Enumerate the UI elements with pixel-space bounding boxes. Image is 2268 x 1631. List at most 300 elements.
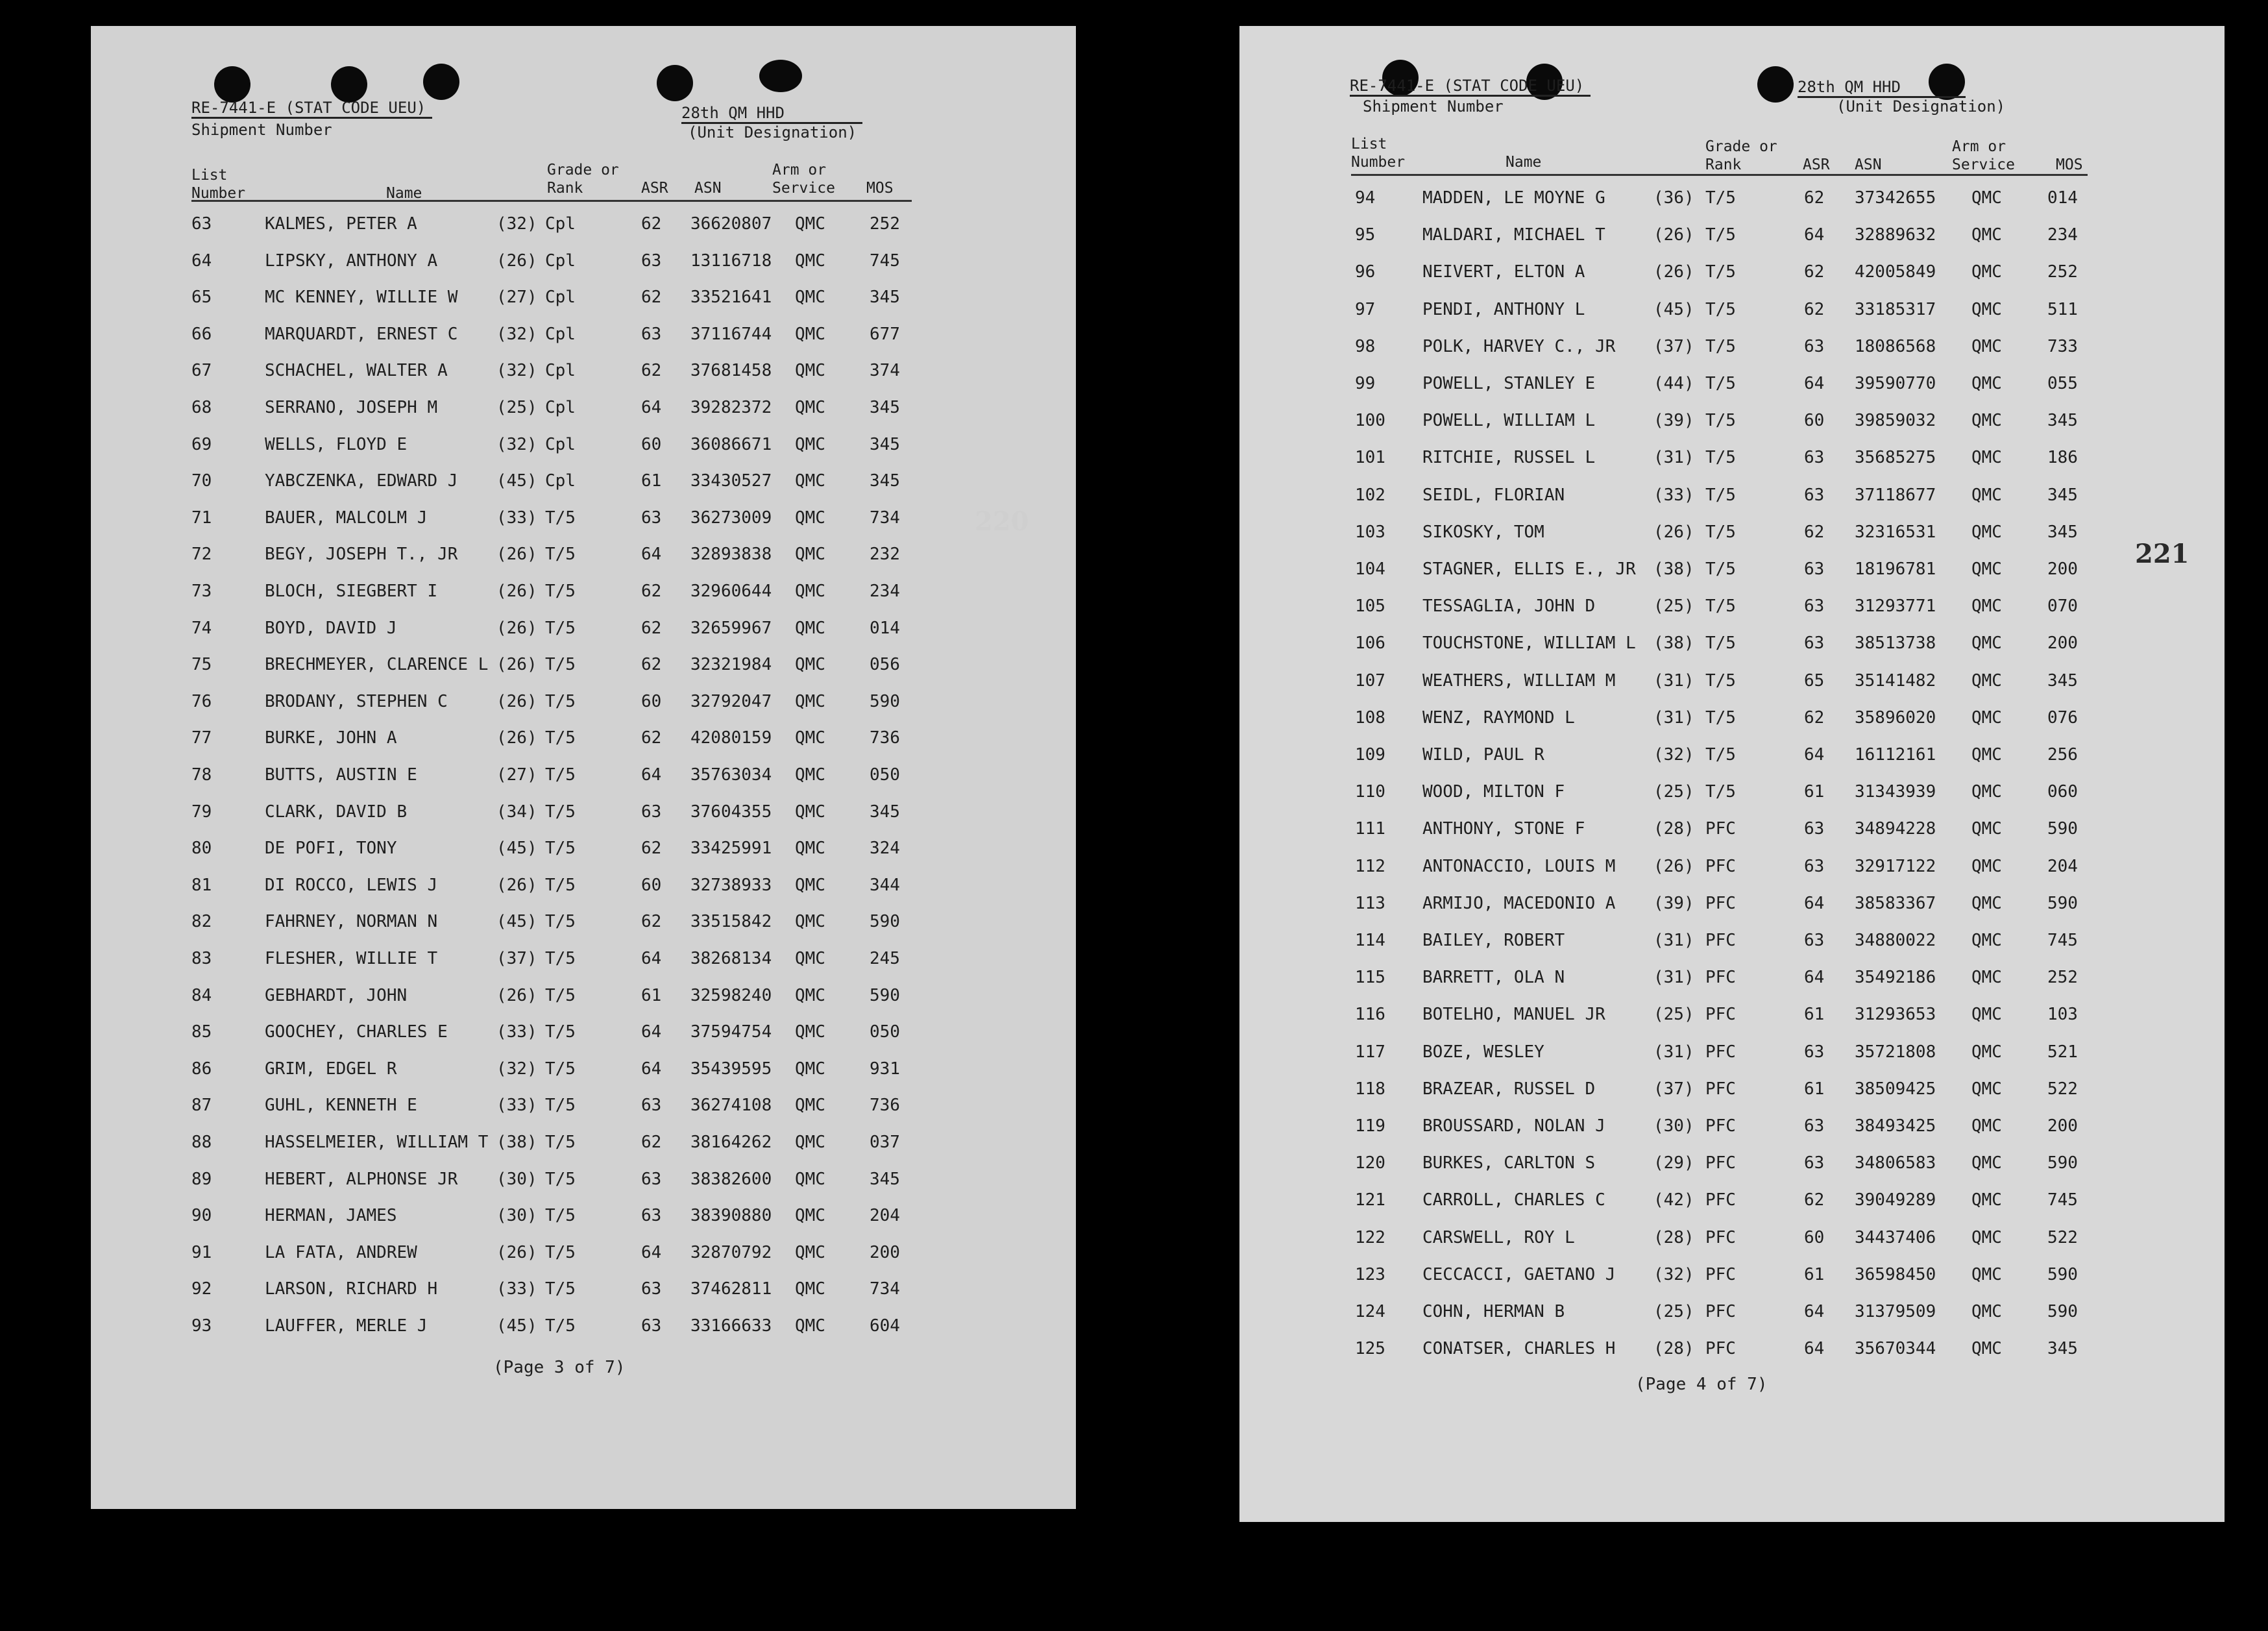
cell-asn: 35492186	[1855, 968, 1936, 988]
cell-asr: 63	[641, 1096, 662, 1116]
cell-asr: 62	[1804, 522, 1825, 542]
cell-asr: 60	[641, 875, 662, 895]
cell-name: GOOCHEY, CHARLES E	[265, 1022, 448, 1042]
cell-asn: 32917122	[1855, 856, 1936, 876]
table-row	[1239, 596, 2148, 633]
cell-asn: 37462811	[690, 1279, 772, 1299]
cell-asn: 31293653	[1855, 1005, 1936, 1025]
cell-list-number: 121	[1355, 1190, 1385, 1210]
cell-list-number: 97	[1355, 299, 1376, 319]
cell-mos: 590	[870, 985, 900, 1005]
unit-designation-label: (Unit Designation)	[688, 123, 857, 141]
cell-mos: 014	[2047, 188, 2078, 208]
cell-arm-service: QMC	[795, 324, 825, 344]
cell-arm-service: QMC	[795, 839, 825, 859]
cell-list-number: 73	[191, 582, 212, 601]
cell-grade-code: (26)	[496, 251, 537, 271]
cell-arm-service: QMC	[1971, 374, 2002, 393]
cell-arm-service: QMC	[795, 251, 825, 271]
cell-asr: 62	[641, 912, 662, 932]
cell-asr: 63	[1804, 596, 1825, 617]
cell-grade-code: (32)	[496, 361, 537, 381]
cell-rank: Cpl	[545, 324, 576, 344]
cell-name: BURKES, CARLTON S	[1422, 1153, 1596, 1173]
cell-list-number: 88	[191, 1133, 212, 1152]
cell-arm-service: QMC	[795, 1279, 825, 1299]
cell-grade-code: (26)	[1653, 262, 1694, 282]
table-row	[91, 619, 999, 656]
cell-arm-service: QMC	[795, 1059, 825, 1079]
cell-mos: 345	[870, 802, 900, 822]
cell-name: BARRETT, OLA N	[1422, 968, 1565, 988]
cell-asn: 33425991	[690, 839, 772, 859]
cell-mos: 252	[870, 214, 900, 234]
cell-rank: PFC	[1705, 1190, 1736, 1210]
cell-mos: 200	[2047, 633, 2078, 654]
cell-mos: 204	[2047, 856, 2078, 876]
table-row	[1239, 522, 2148, 559]
cell-rank: T/5	[545, 1096, 576, 1116]
cell-mos: 245	[870, 949, 900, 968]
cell-rank: T/5	[545, 949, 576, 968]
cell-list-number: 117	[1355, 1042, 1385, 1062]
cell-mos: 745	[2047, 1190, 2078, 1210]
table-row	[91, 949, 999, 986]
table-row	[1239, 411, 2148, 448]
cell-asr: 61	[1804, 1079, 1825, 1099]
column-header-mos: MOS	[866, 180, 894, 197]
right-document-page	[1239, 26, 2225, 1522]
cell-grade-code: (28)	[1653, 819, 1694, 839]
cell-asr: 62	[1804, 262, 1825, 282]
cell-asn: 39859032	[1855, 411, 1936, 431]
table-row	[91, 471, 999, 508]
cell-list-number: 124	[1355, 1302, 1385, 1321]
cell-asn: 35670344	[1855, 1339, 1936, 1359]
cell-mos: 590	[2047, 1264, 2078, 1284]
cell-arm-service: QMC	[795, 398, 825, 417]
cell-name: FAHRNEY, NORMAN N	[265, 912, 438, 932]
cell-name: FLESHER, WILLIE T	[265, 949, 438, 968]
table-row	[1239, 1265, 2148, 1302]
cell-list-number: 102	[1355, 485, 1385, 505]
cell-asr: 64	[1804, 968, 1825, 988]
cell-grade-code: (31)	[1653, 1042, 1694, 1062]
cell-arm-service: QMC	[795, 765, 825, 785]
cell-asn: 35763034	[690, 765, 772, 785]
cell-rank: T/5	[1705, 188, 1736, 208]
cell-mos: 204	[870, 1206, 900, 1226]
cell-asn: 18086568	[1855, 336, 1936, 356]
column-header-grade: Grade or Rank	[547, 162, 619, 197]
cell-list-number: 93	[191, 1316, 212, 1336]
header-rule	[1351, 174, 2088, 176]
cell-list-number: 86	[191, 1059, 212, 1079]
page-footer: (Page 3 of 7)	[493, 1358, 626, 1377]
cell-grade-code: (27)	[496, 765, 537, 785]
cell-list-number: 70	[191, 471, 212, 491]
cell-rank: PFC	[1705, 931, 1736, 950]
cell-mos: 256	[2047, 745, 2078, 765]
cell-rank: T/5	[545, 545, 576, 565]
cell-name: NEIVERT, ELTON A	[1422, 262, 1585, 282]
cell-list-number: 105	[1355, 596, 1385, 617]
cell-rank: PFC	[1705, 819, 1736, 839]
cell-asr: 62	[641, 1133, 662, 1152]
cell-name: WILD, PAUL R	[1422, 745, 1544, 765]
cell-asr: 63	[641, 1169, 662, 1189]
cell-asr: 63	[641, 802, 662, 822]
cell-rank: T/5	[1705, 559, 1736, 579]
cell-name: LARSON, RICHARD H	[265, 1279, 438, 1299]
cell-asn: 38268134	[690, 949, 772, 968]
table-row	[1239, 857, 2148, 894]
cell-rank: T/5	[1705, 485, 1736, 505]
cell-rank: PFC	[1705, 1339, 1736, 1359]
cell-name: CARSWELL, ROY L	[1422, 1227, 1575, 1247]
cell-grade-code: (26)	[496, 985, 537, 1005]
cell-arm-service: QMC	[1971, 670, 2002, 691]
cell-name: GEBHARDT, JOHN	[265, 985, 408, 1005]
cell-arm-service: QMC	[1971, 522, 2002, 542]
cell-asr: 62	[641, 582, 662, 601]
cell-list-number: 96	[1355, 262, 1376, 282]
cell-asn: 37342655	[1855, 188, 1936, 208]
cell-mos: 745	[2047, 931, 2078, 950]
cell-grade-code: (26)	[496, 728, 537, 748]
cell-arm-service: QMC	[1971, 707, 2002, 728]
cell-asn: 32960644	[690, 582, 772, 601]
cell-rank: T/5	[545, 508, 576, 528]
cell-mos: 345	[870, 1169, 900, 1189]
cell-asr: 64	[641, 1059, 662, 1079]
cell-grade-code: (32)	[496, 214, 537, 234]
table-row	[1239, 745, 2148, 782]
cell-grade-code: (30)	[496, 1206, 537, 1226]
cell-name: BOZE, WESLEY	[1422, 1042, 1544, 1062]
cell-name: BROUSSARD, NOLAN J	[1422, 1116, 1605, 1136]
cell-arm-service: QMC	[1971, 559, 2002, 579]
cell-asr: 63	[641, 1316, 662, 1336]
cell-list-number: 108	[1355, 707, 1385, 728]
page-footer: (Page 4 of 7)	[1635, 1375, 1768, 1394]
cell-name: BAILEY, ROBERT	[1422, 931, 1565, 950]
cell-asr: 64	[1804, 374, 1825, 393]
cell-name: LA FATA, ANDREW	[265, 1242, 417, 1262]
cell-grade-code: (33)	[1653, 485, 1694, 505]
cell-list-number: 89	[191, 1169, 212, 1189]
cell-mos: 050	[870, 765, 900, 785]
cell-rank: Cpl	[545, 288, 576, 308]
cell-rank: PFC	[1705, 1079, 1736, 1099]
cell-list-number: 111	[1355, 819, 1385, 839]
cell-mos: 590	[2047, 1153, 2078, 1173]
cell-rank: T/5	[1705, 299, 1736, 319]
cell-arm-service: QMC	[1971, 1339, 2002, 1359]
cell-grade-code: (29)	[1653, 1153, 1694, 1173]
cell-rank: T/5	[545, 839, 576, 859]
cell-mos: 324	[870, 839, 900, 859]
cell-list-number: 94	[1355, 188, 1376, 208]
cell-asr: 61	[1804, 1005, 1825, 1025]
cell-name: COHN, HERMAN B	[1422, 1302, 1565, 1321]
table-row	[1239, 1302, 2148, 1339]
cell-name: CLARK, DAVID B	[265, 802, 408, 822]
cell-grade-code: (32)	[1653, 745, 1694, 765]
cell-arm-service: QMC	[1971, 1116, 2002, 1136]
column-header-arm-service: Arm or Service	[1952, 138, 2015, 173]
cell-mos: 745	[870, 251, 900, 271]
punch-hole	[657, 65, 693, 101]
table-row	[91, 398, 999, 435]
cell-list-number: 63	[191, 214, 212, 234]
cell-list-number: 104	[1355, 559, 1385, 579]
cell-mos: 733	[2047, 336, 2078, 356]
cell-rank: T/5	[1705, 374, 1736, 393]
cell-arm-service: QMC	[795, 985, 825, 1005]
cell-grade-code: (25)	[1653, 1005, 1694, 1025]
cell-arm-service: QMC	[795, 361, 825, 381]
cell-arm-service: QMC	[795, 1096, 825, 1116]
cell-arm-service: QMC	[795, 912, 825, 932]
cell-name: BRODANY, STEPHEN C	[265, 691, 448, 711]
cell-asr: 64	[1804, 1339, 1825, 1359]
column-header-mos: MOS	[2056, 156, 2083, 173]
cell-list-number: 68	[191, 398, 212, 417]
cell-list-number: 75	[191, 655, 212, 675]
cell-list-number: 85	[191, 1022, 212, 1042]
cell-asn: 35141482	[1855, 670, 1936, 691]
cell-grade-code: (30)	[1653, 1116, 1694, 1136]
cell-arm-service: QMC	[1971, 893, 2002, 913]
table-row	[91, 1279, 999, 1316]
cell-asn: 13116718	[690, 251, 772, 271]
cell-arm-service: QMC	[795, 1316, 825, 1336]
cell-asr: 63	[1804, 633, 1825, 654]
cell-list-number: 103	[1355, 522, 1385, 542]
cell-arm-service: QMC	[795, 582, 825, 601]
cell-grade-code: (27)	[496, 288, 537, 308]
punch-hole	[331, 66, 367, 103]
cell-grade-code: (33)	[496, 1022, 537, 1042]
cell-rank: T/5	[1705, 745, 1736, 765]
cell-asn: 38583367	[1855, 893, 1936, 913]
cell-list-number: 83	[191, 949, 212, 968]
cell-asn: 32870792	[690, 1242, 772, 1262]
cell-name: HEBERT, ALPHONSE JR	[265, 1169, 458, 1189]
table-row	[1239, 894, 2148, 931]
cell-mos: 014	[870, 618, 900, 638]
cell-grade-code: (31)	[1653, 931, 1694, 950]
cell-mos: 345	[2047, 411, 2078, 431]
cell-asn: 35439595	[690, 1059, 772, 1079]
cell-asr: 62	[641, 288, 662, 308]
cell-rank: T/5	[545, 582, 576, 601]
cell-rank: PFC	[1705, 1302, 1736, 1321]
table-row	[1239, 1228, 2148, 1265]
column-header-list-number: List Number	[1351, 136, 1406, 171]
cell-grade-code: (26)	[1653, 225, 1694, 245]
cell-mos: 345	[2047, 485, 2078, 505]
cell-asr: 64	[1804, 1302, 1825, 1321]
cell-list-number: 98	[1355, 336, 1376, 356]
cell-list-number: 69	[191, 434, 212, 454]
cell-mos: 604	[870, 1316, 900, 1336]
cell-rank: PFC	[1705, 1264, 1736, 1284]
cell-asr: 62	[641, 214, 662, 234]
cell-asn: 31379509	[1855, 1302, 1936, 1321]
cell-list-number: 74	[191, 618, 212, 638]
cell-list-number: 76	[191, 691, 212, 711]
cell-arm-service: QMC	[1971, 299, 2002, 319]
table-row	[91, 1096, 999, 1133]
cell-list-number: 92	[191, 1279, 212, 1299]
table-row	[1239, 448, 2148, 485]
cell-name: POLK, HARVEY C., JR	[1422, 336, 1616, 356]
cell-asr: 64	[1804, 225, 1825, 245]
cell-rank: PFC	[1705, 1042, 1736, 1062]
cell-asr: 63	[1804, 856, 1825, 876]
cell-asn: 36086671	[690, 434, 772, 454]
cell-grade-code: (25)	[1653, 782, 1694, 802]
cell-name: ANTHONY, STONE F	[1422, 819, 1585, 839]
cell-mos: 060	[2047, 782, 2078, 802]
cell-asr: 63	[641, 508, 662, 528]
cell-arm-service: QMC	[1971, 225, 2002, 245]
cell-asn: 32792047	[690, 691, 772, 711]
cell-asn: 34437406	[1855, 1227, 1936, 1247]
cell-mos: 056	[870, 655, 900, 675]
cell-mos: 344	[870, 875, 900, 895]
cell-name: DI ROCCO, LEWIS J	[265, 875, 438, 895]
cell-list-number: 95	[1355, 225, 1376, 245]
table-row	[91, 508, 999, 545]
table-row	[91, 251, 999, 288]
cell-name: BEGY, JOSEPH T., JR	[265, 545, 458, 565]
cell-rank: T/5	[545, 655, 576, 675]
cell-list-number: 109	[1355, 745, 1385, 765]
cell-name: CECCACCI, GAETANO J	[1422, 1264, 1616, 1284]
cell-list-number: 110	[1355, 782, 1385, 802]
cell-arm-service: QMC	[795, 434, 825, 454]
cell-list-number: 112	[1355, 856, 1385, 876]
cell-mos: 736	[870, 1096, 900, 1116]
cell-grade-code: (45)	[496, 839, 537, 859]
table-row	[91, 1316, 999, 1353]
cell-grade-code: (38)	[496, 1133, 537, 1152]
cell-grade-code: (30)	[496, 1169, 537, 1189]
cell-list-number: 71	[191, 508, 212, 528]
cell-rank: T/5	[545, 1133, 576, 1152]
cell-list-number: 87	[191, 1096, 212, 1116]
cell-asn: 42005849	[1855, 262, 1936, 282]
table-row	[91, 1133, 999, 1170]
cell-name: BAUER, MALCOLM J	[265, 508, 428, 528]
cell-rank: T/5	[1705, 596, 1736, 617]
cell-mos: 076	[2047, 707, 2078, 728]
cell-asn: 33166633	[690, 1316, 772, 1336]
table-row	[1239, 1339, 2148, 1376]
cell-list-number: 78	[191, 765, 212, 785]
cell-asn: 32738933	[690, 875, 772, 895]
cell-asr: 64	[1804, 745, 1825, 765]
cell-name: ANTONACCIO, LOUIS M	[1422, 856, 1616, 876]
cell-arm-service: QMC	[795, 1242, 825, 1262]
cell-rank: T/5	[1705, 262, 1736, 282]
cell-grade-code: (32)	[1653, 1264, 1694, 1284]
cell-rank: T/5	[545, 875, 576, 895]
table-row	[1239, 188, 2148, 225]
cell-rank: T/5	[545, 1059, 576, 1079]
cell-asr: 63	[1804, 1153, 1825, 1173]
cell-grade-code: (32)	[496, 324, 537, 344]
cell-name: ARMIJO, MACEDONIO A	[1422, 893, 1616, 913]
shipment-number: RE-7441-E (STAT CODE UEU)	[191, 99, 432, 119]
cell-mos: 234	[870, 582, 900, 601]
header-rule	[191, 200, 912, 202]
table-row	[91, 1206, 999, 1243]
cell-arm-service: QMC	[1971, 1042, 2002, 1062]
cell-name: MADDEN, LE MOYNE G	[1422, 188, 1605, 208]
cell-asr: 63	[1804, 1116, 1825, 1136]
cell-arm-service: QMC	[1971, 968, 2002, 988]
cell-grade-code: (33)	[496, 1279, 537, 1299]
cell-name: HASSELMEIER, WILLIAM T	[265, 1133, 489, 1152]
cell-asn: 34894228	[1855, 819, 1936, 839]
cell-rank: PFC	[1705, 856, 1736, 876]
table-row	[91, 655, 999, 692]
cell-grade-code: (38)	[1653, 559, 1694, 579]
cell-rank: Cpl	[545, 471, 576, 491]
cell-rank: T/5	[545, 728, 576, 748]
cell-name: STAGNER, ELLIS E., JR	[1422, 559, 1636, 579]
table-row	[1239, 931, 2148, 968]
cell-name: POWELL, WILLIAM L	[1422, 411, 1596, 431]
cell-asn: 37118677	[1855, 485, 1936, 505]
cell-mos: 252	[2047, 968, 2078, 988]
cell-asn: 38164262	[690, 1133, 772, 1152]
cell-arm-service: QMC	[795, 508, 825, 528]
table-row	[91, 986, 999, 1023]
cell-mos: 522	[2047, 1079, 2078, 1099]
cell-asr: 60	[1804, 411, 1825, 431]
cell-mos: 345	[2047, 1339, 2078, 1359]
cell-name: MALDARI, MICHAEL T	[1422, 225, 1605, 245]
cell-asr: 61	[1804, 782, 1825, 802]
cell-rank: Cpl	[545, 434, 576, 454]
cell-asr: 63	[641, 324, 662, 344]
cell-asn: 32659967	[690, 618, 772, 638]
cell-grade-code: (37)	[1653, 336, 1694, 356]
cell-name: GRIM, EDGEL R	[265, 1059, 397, 1079]
column-header-asn: ASN	[694, 180, 722, 197]
cell-asr: 61	[641, 985, 662, 1005]
cell-asn: 39590770	[1855, 374, 1936, 393]
cell-list-number: 66	[191, 324, 212, 344]
cell-list-number: 65	[191, 288, 212, 308]
cell-arm-service: QMC	[795, 728, 825, 748]
cell-list-number: 81	[191, 875, 212, 895]
cell-grade-code: (44)	[1653, 374, 1694, 393]
cell-asr: 63	[1804, 819, 1825, 839]
cell-grade-code: (26)	[496, 545, 537, 565]
cell-arm-service: QMC	[1971, 485, 2002, 505]
cell-arm-service: QMC	[1971, 1079, 2002, 1099]
cell-list-number: 118	[1355, 1079, 1385, 1099]
column-header-list-number: List Number	[191, 167, 246, 202]
cell-mos: 037	[870, 1133, 900, 1152]
cell-asr: 62	[641, 655, 662, 675]
